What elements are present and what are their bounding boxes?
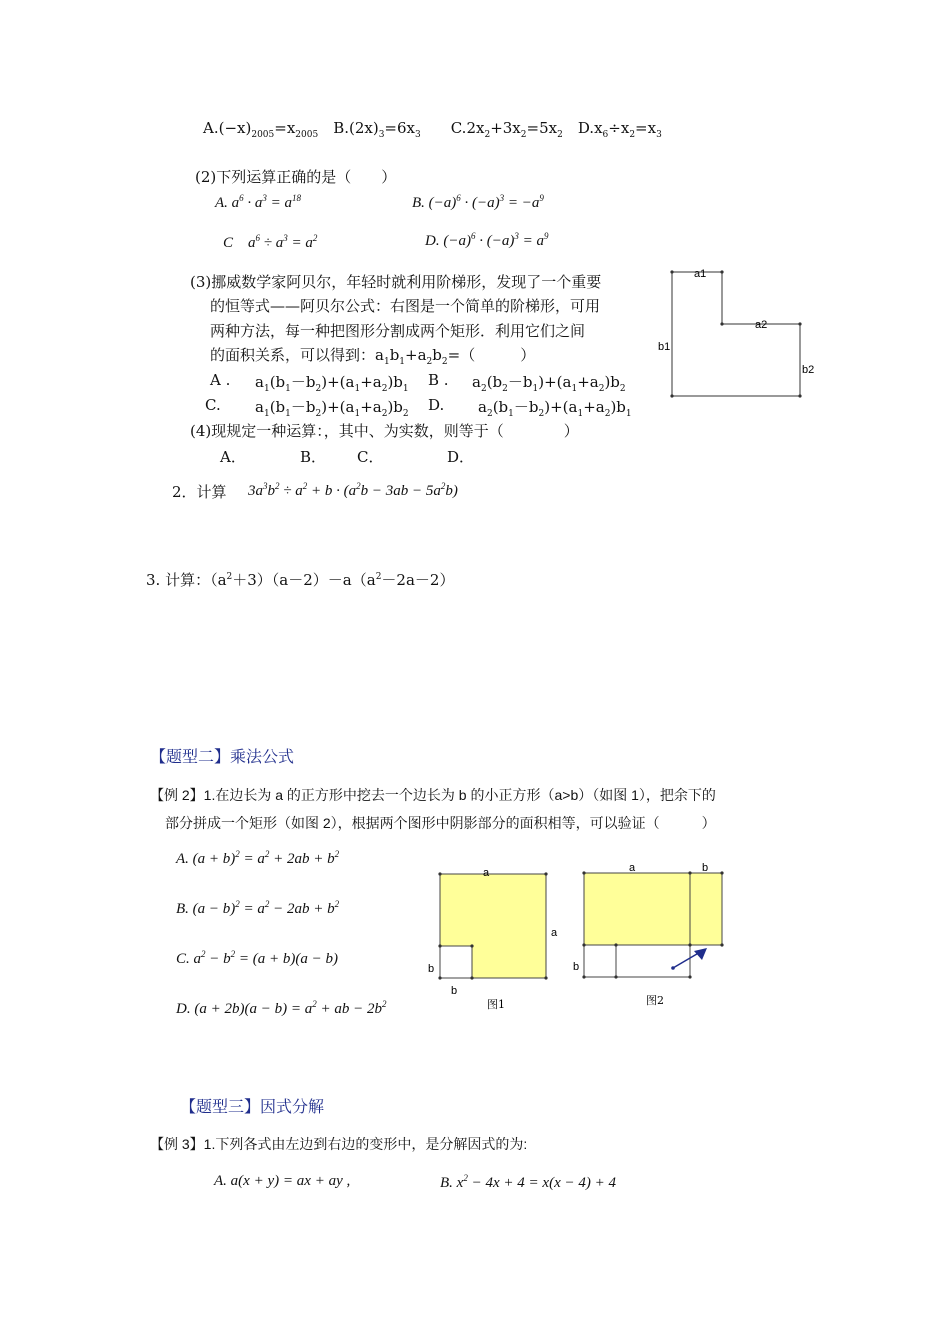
fig2-caption: 图2 (646, 994, 664, 1007)
figure-2 (568, 856, 738, 1016)
ex2-option-d: D. $(a + 2b)(a - b) = a^2$ + ab − $2b^2$ (176, 999, 387, 1017)
q3-option-d: $a_2(b_1-b_2)+(a_1+a_2)b_1$ (478, 398, 632, 419)
q4-option-b: B． (300, 448, 327, 466)
q2-option-b: B. $(-a)^6 \cdot (-a)^3 = -a^9$ (412, 193, 544, 211)
q3-option-c-label: C. (205, 396, 221, 414)
fig2-label-b-top: b (702, 862, 709, 874)
ex2-option-c: C. $a^2 - b^2 = (a + b)(a - b)$ (176, 949, 339, 967)
q3-option-a-label: A . (210, 371, 231, 389)
q2-option-d: D. $(-a)^6 \cdot (-a)^3 = a^9$ (425, 231, 549, 249)
q4-option-c: C． (357, 448, 384, 466)
q2-option-a: A. $a^6 \cdot a^3 = a^{18}$ (215, 193, 302, 211)
q3-line-1: (3)挪威数学家阿贝尔，年轻时就利用阶梯形，发现了一个重要 (190, 273, 602, 291)
ex3-option-b: B. $x^2 - 4x + 4 = x(x - 4) + 4$ (440, 1173, 616, 1191)
q1-options: $A.(-x)_{2005}=x_{2005}$ $B.(2x)_3=6x_3$ $C.2x_2+3x_2=5x_2$ $D.x_6\div x_2=x_3$ (203, 119, 662, 140)
p3-text: 3. 计算：$(a^2+3)(a-2)-a(a^2-2a-2)$ (146, 571, 455, 589)
fig2-label-b-left: b (573, 961, 580, 973)
label-a1: a1 (694, 268, 707, 280)
fig2-label-a: a (629, 862, 636, 874)
figure-1 (420, 860, 570, 1020)
q3-option-b: $a_2(b_2-b_1)+(a_1+a_2)b_2$ (472, 373, 626, 394)
ex2-line-2: 部分拼成一个矩形（如图 2），根据两个图形中阴影部分的面积相等，可以验证（ ） (165, 815, 716, 831)
q3-option-d-label: D. (428, 396, 445, 414)
staircase-figure (652, 262, 822, 404)
q4-option-d: D． (447, 448, 475, 466)
fig1-label-a-top: a (483, 867, 490, 879)
ex2-option-a: A. $(a + b)^2 = a^2 + 2ab + b^2$ (176, 849, 340, 867)
p2-label: 2．计算 (172, 483, 227, 501)
q3-line-3: 两种方法，每一种把图形分割成两个矩形．利用它们之间 (210, 322, 586, 340)
q3-option-b-label: B . (428, 371, 449, 389)
ex3-option-a: A. a(x + y) = ax + ay , (214, 1173, 351, 1189)
label-b1: b1 (658, 341, 671, 353)
q2-stem: (2)下列运算正确的是（ ） (195, 168, 397, 186)
fig1-label-a-right: a (551, 927, 558, 939)
ex2-line-1: 【例 2】1.在边长为 a 的正方形中挖去一个边长为 b 的小正方形（a>b）（如图 1），把余下的 (150, 787, 716, 803)
q3-option-c: $a_1(b_1-b_2)+(a_1+a_2)b_2$ (255, 398, 409, 419)
q2-option-c: C $a^6 \div a^3 = a^2$ (223, 233, 318, 251)
q4-option-a: A． (220, 448, 246, 466)
q3-option-a: $a_1(b_1-b_2)+(a_1+a_2)b_1$ (255, 373, 409, 394)
label-a2: a2 (755, 319, 768, 331)
q3-line-2: 的恒等式——阿贝尔公式：右图是一个简单的阶梯形，可用 (210, 297, 601, 315)
fig1-caption: 图1 (487, 998, 505, 1011)
ex3-line-1: 【例 3】1.下列各式由左边到右边的变形中，是分解因式的为: (150, 1136, 528, 1152)
ex2-option-b: B. $(a - b)^2 = a^2 - 2ab + b^2$ (176, 899, 340, 917)
p2-expression: $3a^3b^2 \div a^2 + b \cdot (a^2b - 3ab - 5a^2b)$ (248, 481, 458, 499)
q3-line-4: 的面积关系，可以得到：$a_1b_1+a_2b_2=$（ ） (210, 346, 536, 367)
q4-stem: (4)现规定一种运算：，其中、为实数，则等于（ ） (190, 422, 579, 440)
fig1-label-b-bottom: b (451, 985, 458, 997)
section-3-title: 【题型三】因式分解 (180, 1097, 325, 1116)
section-2-title: 【题型二】乘法公式 (150, 747, 295, 766)
fig1-label-b-left: b (428, 963, 435, 975)
label-b2: b2 (802, 364, 815, 376)
